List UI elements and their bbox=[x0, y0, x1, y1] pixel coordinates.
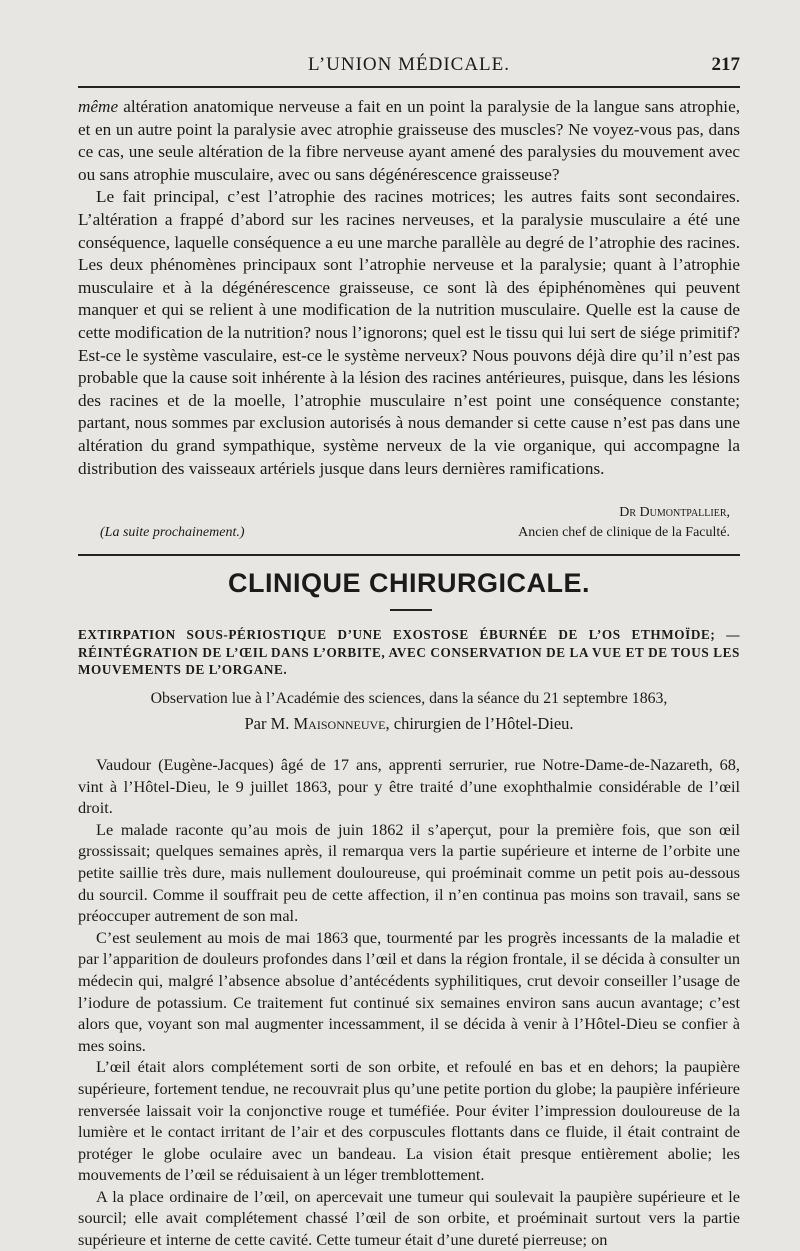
paragraph: Le fait principal, c’est l’atrophie des racines motrices; les autres faits sont secondaires. L’altération a frappé d’abord sur les racines nerveuses, et la paralysie musculaire a été une conséquence, laquelle conséquence a eu une marche parallèle au degré de l’atrophie des racines. Les deux phénomènes principaux sont l’atrophie nerveuse et la paralysie; quant à l’atrophie musculaire et à la dégénérescence graisseuse, ce sont là des épiphénomènes qui peuvent manquer et qui se relient à une modification de la nutrition musculaire. Quelle est la cause de cette modification de la nutrition? nous l’ignorons; quel est le tissu qui lui sert de siége primitif? Est-ce le système vasculaire, est-ce le système nerveux? Nous pouvons déjà dire qu’il n’est pas probable que la cause soit inhérente à la lésion des racines antérieures, puisque, dans les lésions des racines et de la moelle, l’atrophie musculaire n’est point une conséquence constante; partant, nous sommes par exclusion autorisés à nous demander si cette cause n’est pas dans une altération du grand sympathique, système nerveux de la vie organique, qui accompagne la distribution des vaisseaux artériels jusque dans leurs dernières ramifications. bbox=[78, 187, 740, 478]
top-text-block bbox=[78, 96, 740, 480]
section-title: CLINIQUE CHIRURGICALE. bbox=[228, 568, 590, 598]
observation-note: Observation lue à l’Académie des sciences, dans la séance du 21 septembre 1863, bbox=[150, 690, 668, 707]
author-name: Maisonneuve bbox=[293, 714, 386, 733]
paragraph bbox=[78, 96, 740, 186]
body-paragraph: L’œil était alors complétement sorti de son orbite, et refoulé en bas et en dehors; la paupière supérieure, fortement tendue, ne recouvrait plus qu’une petite portion du globe; la paupière inférieure renversée laissait voir la conjonctive rouge et tuméfiée. Pour éviter l’impression douloureuse de la lumière et le contact irritant de l’air et des corpuscules flottants dans ce fluide, il était contraint de protéger le globe oculaire avec un bandeau. La vision était presque entièrement abolie; les mouvements de l’œil se réduisaient à un léger tremblottement. bbox=[78, 1057, 740, 1185]
lead-word: même bbox=[78, 97, 119, 116]
title-rule bbox=[390, 609, 432, 611]
author-prefix: Par M. bbox=[244, 714, 294, 733]
running-header bbox=[78, 52, 740, 82]
signature-name: Dr Dumontpallier, bbox=[619, 505, 730, 520]
body-paragraph: Le malade raconte qu’au mois de juin 1862 il s’aperçut, pour la première fois, que son œil grossissait; quelques semaines après, il remarqua vers la partie supérieure et interne de l’orbite une petite saillie très dure, mais nullement douloureuse, qui proéminait comme un petit pois au-dessous du sourcil. Comme il souffrait peu de cette affection, il n’en continua pas moins son travail, sans se préoccuper autrement de son mal. bbox=[78, 819, 740, 926]
page-number: 217 bbox=[711, 54, 740, 75]
signature-role: Ancien chef de clinique de la Faculté. bbox=[518, 525, 730, 540]
body-paragraph: A la place ordinaire de l’œil, on apercevait une tumeur qui soulevait la paupière supérieure et le sourcil; elle avait complétement chassé l’œil de son orbite, et proéminait surtout vers la partie supérieure et interne de cette cavité. Cette tumeur était d’une dureté pierreuse; on bbox=[78, 1186, 740, 1250]
journal-title: L’UNION MÉDICALE. bbox=[307, 54, 511, 75]
paragraph-text: altération anatomique nerveuse a fait en un point la paralysie de la langue sans atrophie, et en un autre point la paralysie avec atrophie graisseuse des muscles? Ne voyez-vous pas, dans ce cas, une seule altération de la fibre nerveuse ayant amené des paralysies du mouvement avec ou sans atrophie musculaire, avec ou sans dégénérescence graisseuse? bbox=[78, 97, 740, 184]
author-suffix: , chirurgien de l’Hôtel-Dieu. bbox=[385, 714, 574, 733]
body-paragraph: C’est seulement au mois de mai 1863 que, tourmenté par les progrès incessants de la maladie et par l’apparition de douleurs profondes dans l’œil et dans la région frontale, il se décida à consulter un médecin qui, malgré l’absence absolue d’antécédents syphilitiques, crut devoir conseiller l’usage de l’iodure de potassium. Ce traitement fut continué six semaines environ sans aucun avantage; c’est alors que, voyant son mal augmenter incessamment, il se décida à venir à l’Hôtel-Dieu se confier à mes soins. bbox=[78, 927, 740, 1055]
article-body bbox=[78, 754, 740, 1251]
article-subheading: EXTIRPATION SOUS-PÉRIOSTIQUE D’UNE EXOSTOSE ÉBURNÉE DE L’OS ETHMOÏDE; — RÉINTÉGRATION DE L’ŒIL DANS L’ORBITE, AVEC CONSERVATION DE LA VUE ET DE TOUS LES MOUVEMENTS DE L’ORGANE. bbox=[78, 627, 740, 677]
header-rule bbox=[78, 86, 740, 88]
section-rule bbox=[78, 554, 740, 556]
author-line bbox=[78, 714, 740, 734]
continuation-note: (La suite prochainement.) bbox=[100, 525, 245, 540]
body-paragraph: Vaudour (Eugène-Jacques) âgé de 17 ans, apprenti serrurier, rue Notre-Dame-de-Nazareth, 68, vint à l’Hôtel-Dieu, le 9 juillet 1863, pour y être traité d’une exophthalmie considérable de l’œil droit. bbox=[78, 755, 740, 818]
